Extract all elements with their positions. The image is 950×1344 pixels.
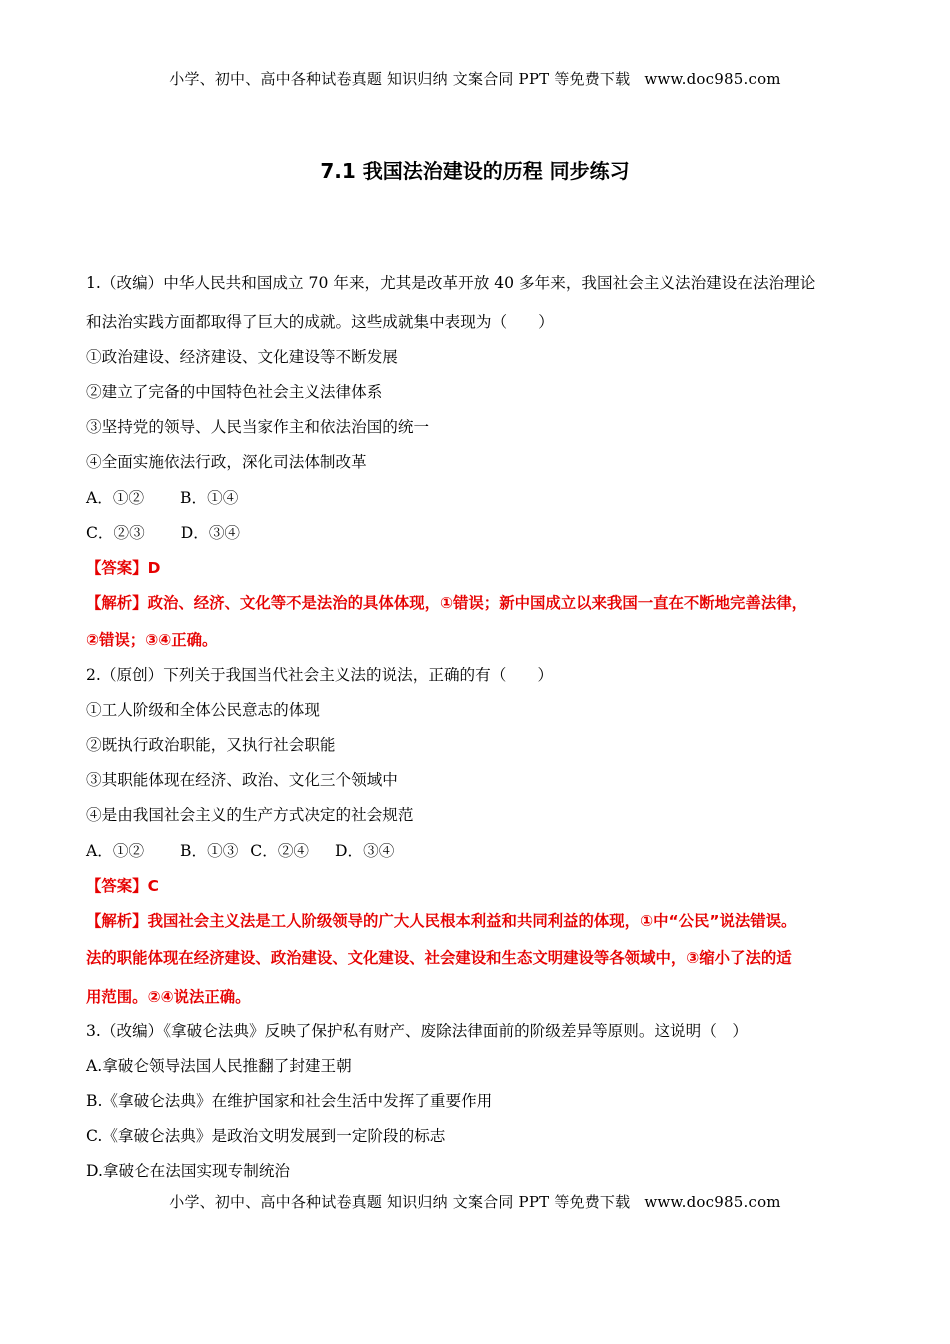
- q3-option-b: B.《拿破仑法典》在维护国家和社会生活中发挥了重要作用: [86, 1092, 493, 1110]
- q1-option-a: A．①②: [86, 489, 145, 507]
- header-url[interactable]: www.doc985.com: [644, 70, 781, 88]
- q1-stem-line2: 和法治实践方面都取得了巨大的成就。这些成就集中表现为（ ）: [86, 313, 554, 331]
- q1-option-c: C．②③: [86, 524, 145, 542]
- q3-option-a: A.拿破仑领导法国人民推翻了封建王朝: [86, 1057, 352, 1075]
- q1-stem-line1: 1.（改编）中华人民共和国成立 70 年来，尤其是改革开放 40 多年来，我国社会主义法治建设在法治理论: [86, 274, 816, 292]
- q1-analysis-line2: ②错误；③④正确。: [86, 631, 218, 649]
- q2-analysis-line1: 【解析】我国社会主义法是工人阶级领导的广大人民根本利益和共同利益的体现，①中“公民”说法错误。: [86, 912, 797, 930]
- q1-options-row1: [86, 486, 238, 508]
- page-header: [0, 68, 950, 89]
- q2-item-3: ③其职能体现在经济、政治、文化三个领域中: [86, 771, 398, 789]
- q3-option-c: C.《拿破仑法典》是政治文明发展到一定阶段的标志: [86, 1127, 446, 1145]
- q2-option-b: B．①③: [180, 842, 239, 860]
- q2-item-2: ②既执行政治职能，又执行社会职能: [86, 736, 336, 754]
- q2-option-a: A．①②: [86, 842, 145, 860]
- q1-item-4: ④全面实施依法行政，深化司法体制改革: [86, 453, 367, 471]
- header-text: 小学、初中、高中各种试卷真题 知识归纳 文案合同 PPT 等免费下载: [169, 70, 631, 88]
- q3-stem: 3.（改编）《拿破仑法典》反映了保护私有财产、废除法律面前的阶级差异等原则。这说明（ ）: [86, 1022, 749, 1040]
- q2-option-d: D．③④: [335, 842, 395, 860]
- footer-url[interactable]: www.doc985.com: [644, 1193, 781, 1211]
- page-footer: [0, 1191, 950, 1212]
- q2-item-4: ④是由我国社会主义的生产方式决定的社会规范: [86, 806, 414, 824]
- q1-item-1: ①政治建设、经济建设、文化建设等不断发展: [86, 348, 398, 366]
- q2-options-row: [86, 839, 394, 861]
- q2-option-c: C．②④: [250, 842, 310, 860]
- q2-item-1: ①工人阶级和全体公民意志的体现: [86, 701, 320, 719]
- q1-answer: 【答案】D: [86, 559, 161, 577]
- page-title: 7.1 我国法治建设的历程 同步练习: [320, 159, 630, 183]
- q2-stem: 2.（原创）下列关于我国当代社会主义法的说法，正确的有（ ）: [86, 666, 554, 684]
- q2-answer: 【答案】C: [86, 877, 159, 895]
- q1-item-3: ③坚持党的领导、人民当家作主和依法治国的统一: [86, 418, 430, 436]
- q1-option-b: B．①④: [180, 489, 239, 507]
- footer-text: 小学、初中、高中各种试卷真题 知识归纳 文案合同 PPT 等免费下载: [169, 1193, 631, 1211]
- q1-options-row2: [86, 521, 240, 543]
- q2-analysis-line2: 法的职能体现在经济建设、政治建设、文化建设、社会建设和生态文明建设等各领域中，③缩小了法的适: [86, 949, 792, 967]
- q1-option-d: D．③④: [180, 524, 241, 542]
- q2-analysis-line3: 用范围。②④说法正确。: [86, 988, 251, 1006]
- q1-item-2: ②建立了完备的中国特色社会主义法律体系: [86, 383, 383, 401]
- q1-analysis-line1: 【解析】政治、经济、文化等不是法治的具体体现，①错误；新中国成立以来我国一直在不断地完善法律，: [86, 594, 808, 612]
- q3-option-d: D.拿破仑在法国实现专制统治: [86, 1162, 291, 1180]
